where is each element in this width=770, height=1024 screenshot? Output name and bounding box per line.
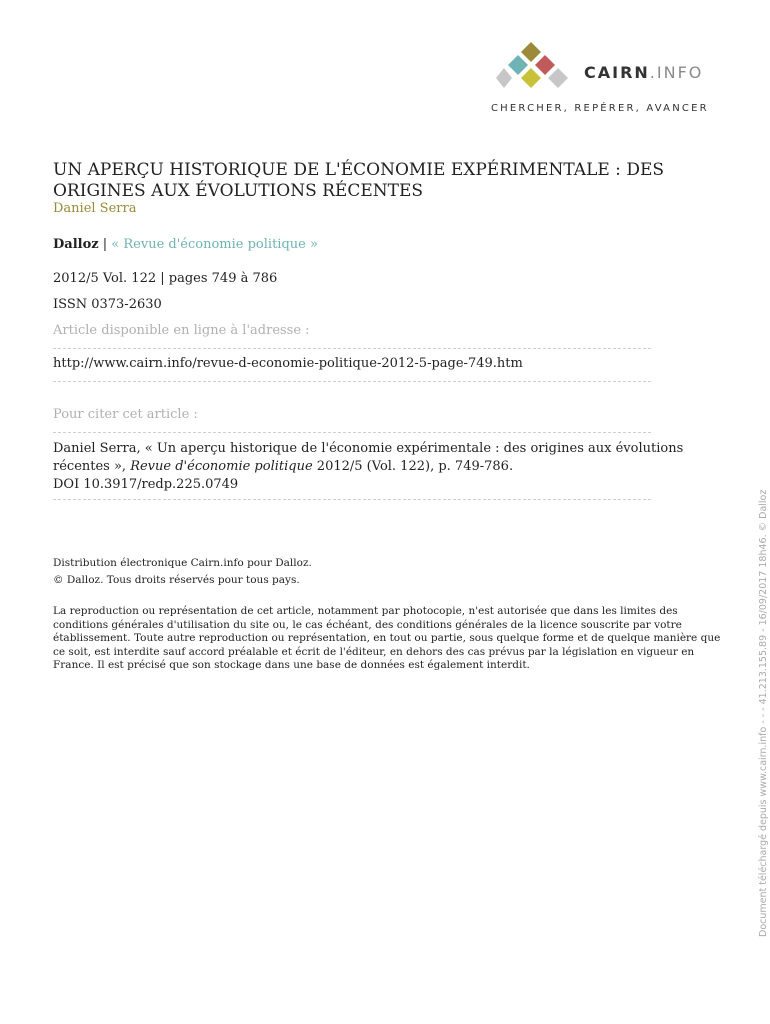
cairn-logo[interactable] (491, 41, 726, 121)
logo-diamond (548, 68, 568, 88)
article-author[interactable]: Daniel Serra (53, 201, 137, 216)
distribution-notice: Distribution électronique Cairn.info pour Dalloz. (53, 557, 312, 569)
citation-text (53, 440, 718, 494)
logo-diamond (496, 68, 512, 88)
journal-link[interactable]: « Revue d'économie politique » (111, 237, 318, 252)
citation-doi: DOI 10.3917/redp.225.0749 (53, 477, 239, 492)
publisher-name: Dalloz (53, 237, 99, 252)
legal-notice: La reproduction ou représentation de cet article, notamment par photocopie, n'est autorisée que dans les limites des conditions générales d'utilisation du site ou, le cas échéant, des conditions générales de la licence souscrite par votre établissement. Toute autre reproduction ou représentation, en tout ou partie, sous quelque forme et de quelque manière que ce soit, est interdite sauf accord préalable et écrit de l'éditeur, en dehors des cas prévus par la législation en vigueur en France. Il est précisé que son stockage dans une base de données est également interdit. (53, 605, 721, 672)
logo-diamond (535, 55, 555, 75)
logo-diamond (521, 42, 541, 62)
issn: ISSN 0373-2630 (53, 297, 162, 312)
issue-info: 2012/5 Vol. 122 | pages 749 à 786 (53, 271, 278, 286)
cite-label: Pour citer cet article : (53, 407, 198, 422)
online-label: Article disponible en ligne à l'adresse : (53, 323, 310, 338)
citation-issue: 2012/5 (Vol. 122), p. 749-786. (312, 459, 514, 474)
cairn-diamonds-icon (491, 41, 581, 91)
download-watermark: Document téléchargé depuis www.cairn.info - - - 41.213.155.89 - 16/09/2017 18h46. © Dalloz (758, 489, 769, 937)
logo-diamond (521, 68, 541, 88)
divider (53, 381, 651, 382)
logo-dot: . (649, 63, 657, 82)
citation-main: Daniel Serra, « Un aperçu historique de l'économie expérimentale : des origines aux évolutions récentes », (53, 441, 684, 474)
logo-tagline: CHERCHER, REPÉRER, AVANCER (491, 103, 709, 114)
logo-diamond (508, 55, 528, 75)
divider (53, 432, 651, 433)
citation-journal: Revue d'économie politique (130, 459, 313, 474)
copyright-notice: © Dalloz. Tous droits réservés pour tous pays. (53, 574, 300, 586)
article-url[interactable]: http://www.cairn.info/revue-d-economie-politique-2012-5-page-749.htm (53, 356, 523, 371)
publisher-line (53, 237, 318, 252)
logo-wordmark (584, 63, 703, 82)
article-title: UN APERÇU HISTORIQUE DE L'ÉCONOMIE EXPÉRIMENTALE : DES ORIGINES AUX ÉVOLUTIONS RÉCENTES (53, 160, 665, 201)
logo-suffix: INFO (656, 63, 704, 82)
divider (53, 348, 651, 349)
divider (53, 499, 651, 500)
logo-brand: CAIRN (584, 63, 650, 82)
publisher-separator: | (98, 237, 112, 252)
